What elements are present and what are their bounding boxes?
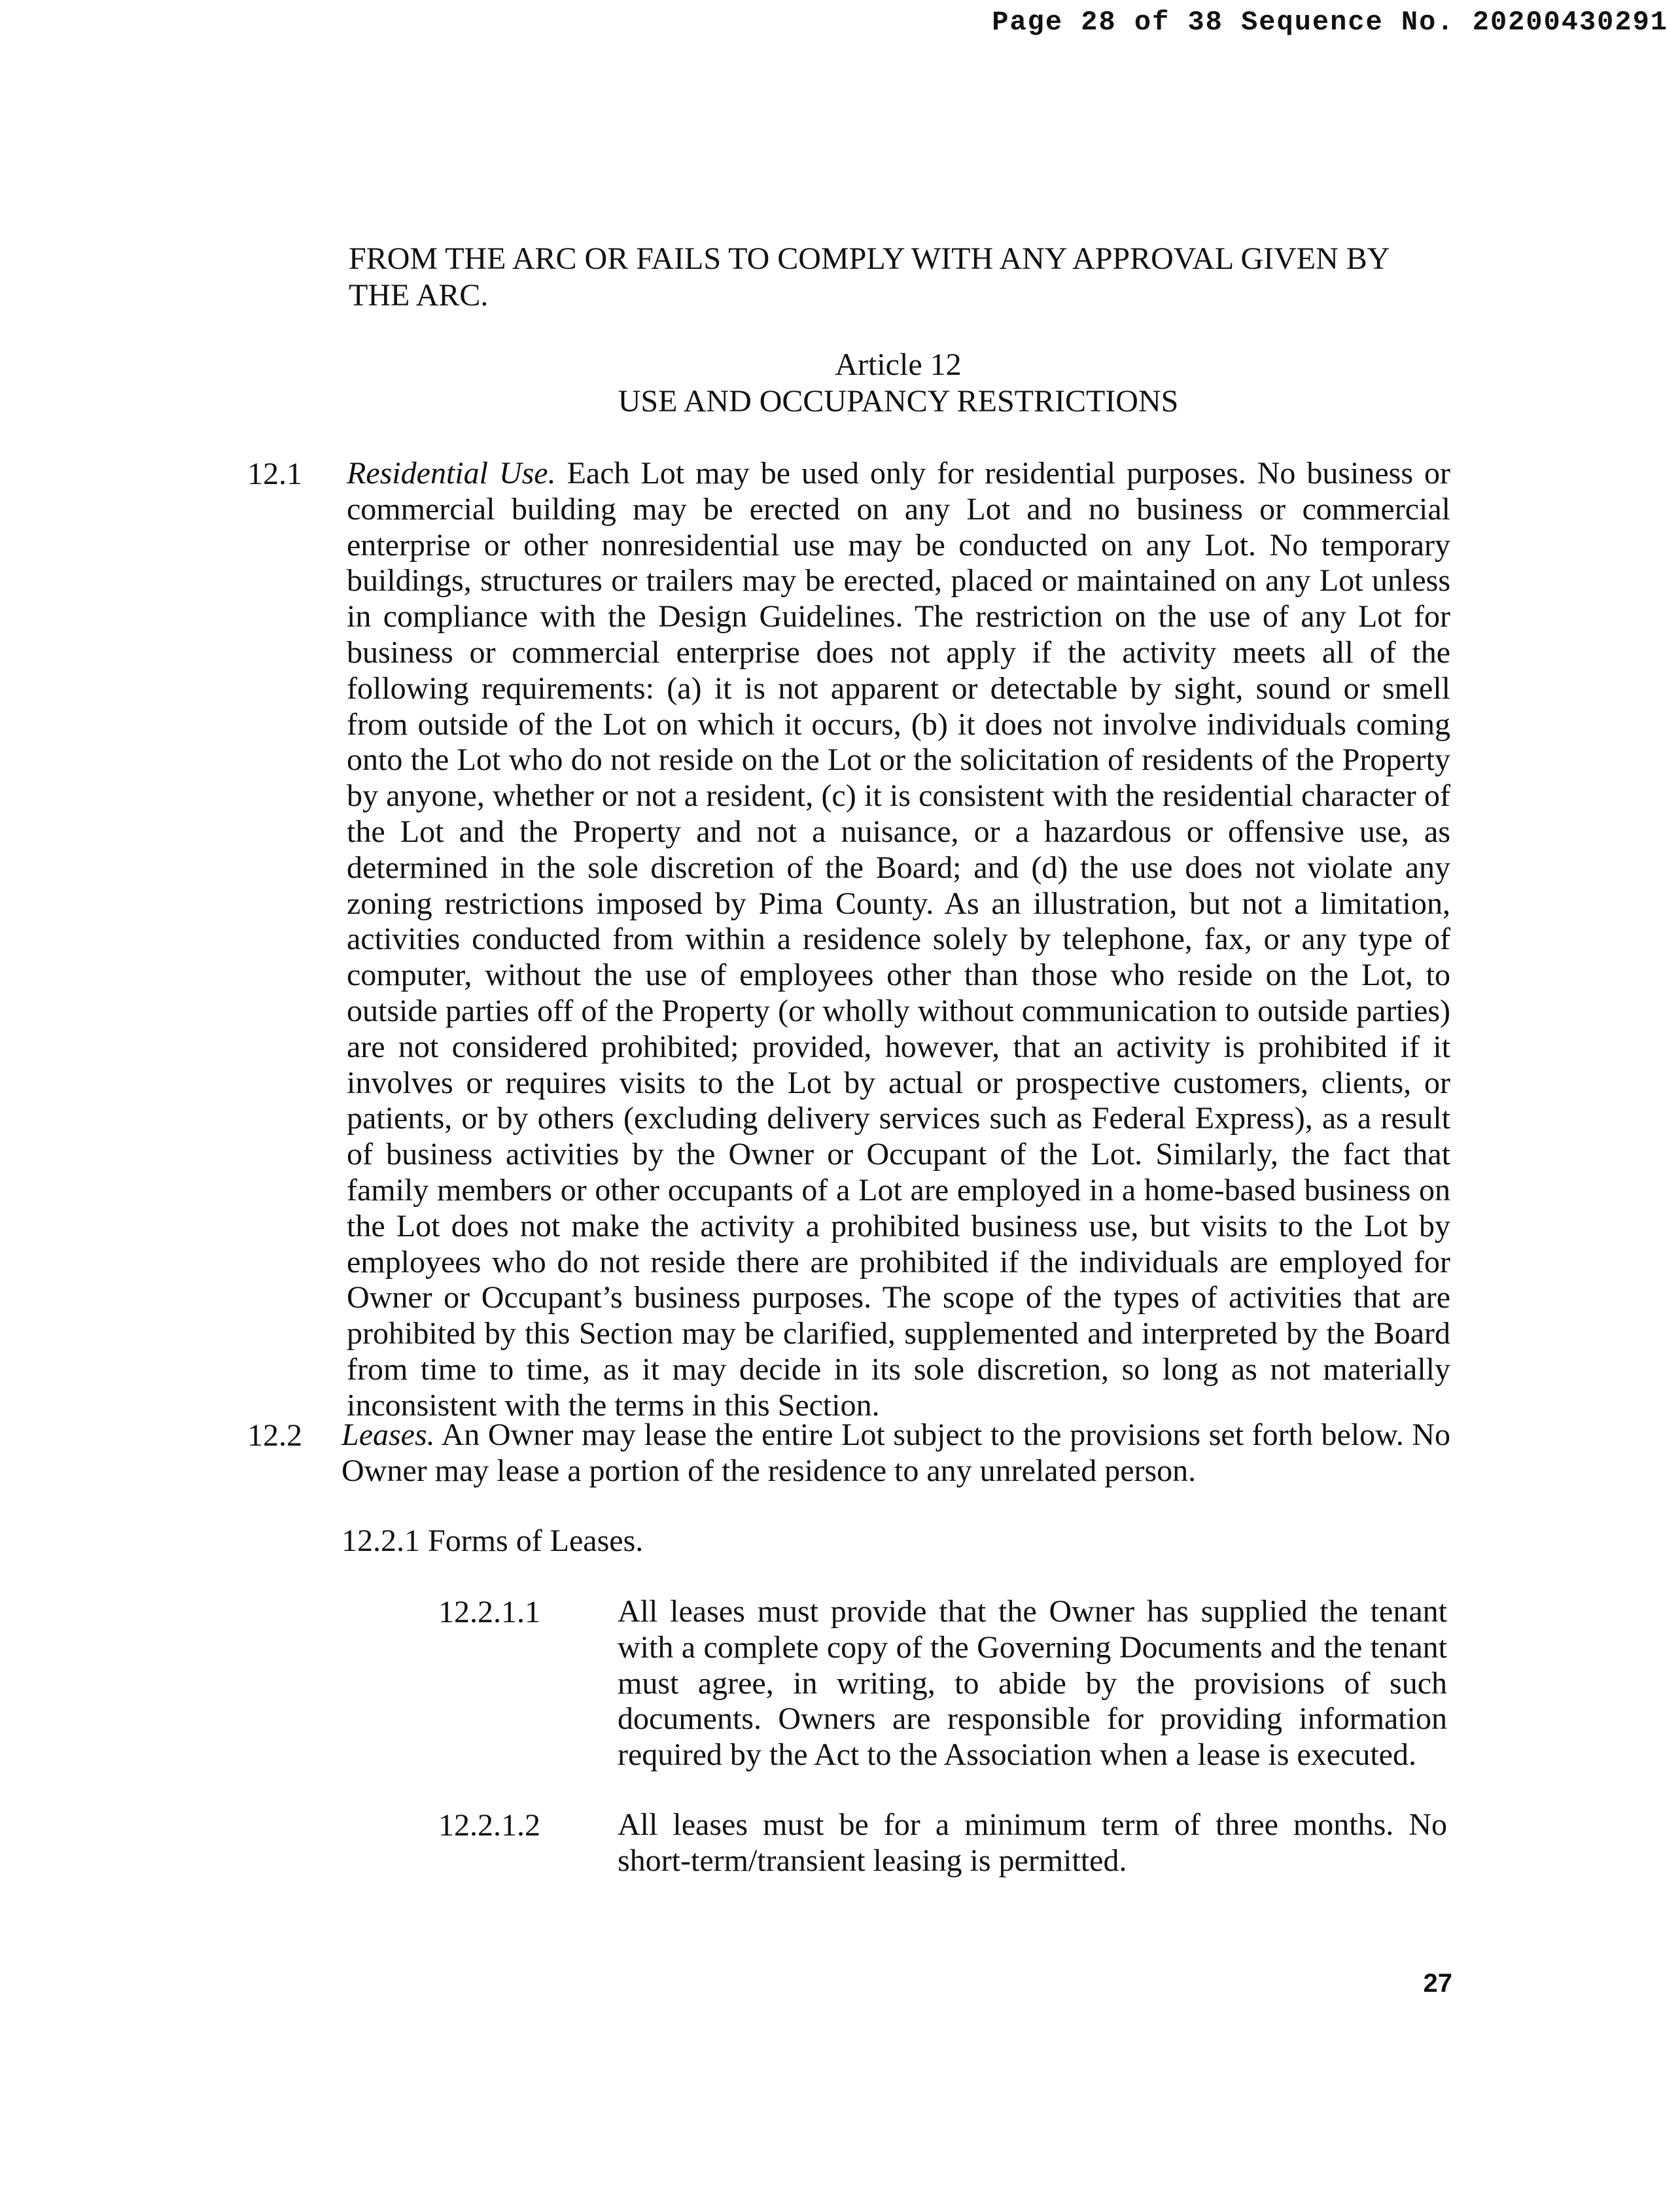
section-12-2-body: An Owner may lease the entire Lot subject to the provisions set forth below. No Owner may lease a portion of the residence to any unrelated person. — [341, 1417, 1451, 1488]
subsection-12-2-1-1-number: 12.2.1.1 — [438, 1595, 540, 1629]
subsection-12-2-1-1-body: All leases must provide that the Owner has supplied the tenant with a complete copy of the Governing Documents and the tenant must agree, in writing, to abide by the provisions of such documents. Owners are responsible for providing information required by the Act to the Association when a lease is executed. — [618, 1594, 1447, 1773]
section-12-1-number: 12.1 — [247, 457, 302, 491]
section-12-1-heading: Residential Use. — [347, 456, 556, 491]
subsection-12-2-1-heading: 12.2.1 Forms of Leases. — [341, 1523, 644, 1558]
subsection-12-2-1-2-number: 12.2.1.2 — [438, 1808, 540, 1843]
section-12-2-number: 12.2 — [247, 1418, 302, 1453]
section-12-2-heading: Leases. — [341, 1417, 435, 1452]
intro-continuation-text: FROM THE ARC OR FAILS TO COMPLY WITH ANY APPROVAL GIVEN BY THE ARC. — [349, 241, 1389, 313]
article-title: USE AND OCCUPANCY RESTRICTIONS — [618, 384, 1179, 419]
section-12-1-body: Each Lot may be used only for residential purposes. No business or commercial building may be erected on any Lot and no business or commercial enterprise or other nonresidential use may be conducted on any Lot. No temporary buildings, structures or trailers may be erected, placed or maintained on any Lot unless in compliance with the Design Guidelines. The restriction on the use of any Lot for business or commercial enterprise does not apply if the activity meets all of the following requirements: (a) it is not apparent or detectable by sight, sound or smell from outside of the Lot on which it occurs, (b) it does not involve individuals coming onto the Lot who do not reside on the Lot or the solicitation of residents of the Property by anyone, whether or not a resident, (c) it is consistent with the residential character of the Lot and the Property and not a nuisance, or a hazardous or offensive use, as determined in the sole discretion of the Board; and (d) the use does not violate any zoning restrictions imposed by Pima County. As an illustration, but not a limitation, activities conducted from within a residence solely by telephone, fax, or any type of computer, without the use of employees other than those who reside on the Lot, to outside parties off of the Property (or wholly without communication to outside parties) are not considered prohibited; provided, however, that an activity is prohibited if it involves or requires visits to the Lot by actual or prospective customers, clients, or patients, or by others (excluding delivery services such as Federal Express), as a result of business activities by the Owner or Occupant of the Lot. Similarly, the fact that family members or other occupants of a Lot are employed in a home-based business on the Lot does not make the activity a prohibited business use, but visits to the Lot by employees who do not reside there are prohibited if the individuals are employed for Owner or Occupant’s business purposes. The scope of the types of activities that are prohibited by this Section may be clarified, supplemented and interpreted by the Board from time to time, as it may decide in its sole discretion, so long as not materially inconsistent with the terms in this Section. — [347, 456, 1451, 1423]
page-number: 27 — [1423, 1969, 1452, 1998]
section-12-1-paragraph — [347, 456, 1450, 1424]
page-sequence-stamp: Page 28 of 38 Sequence No. 20200430291 — [992, 7, 1668, 38]
section-12-2-paragraph — [341, 1417, 1450, 1489]
subsection-12-2-1-2-body: All leases must be for a minimum term of three months. No short-term/transient leasing is permitted. — [618, 1807, 1447, 1878]
article-number: Article 12 — [835, 347, 962, 382]
